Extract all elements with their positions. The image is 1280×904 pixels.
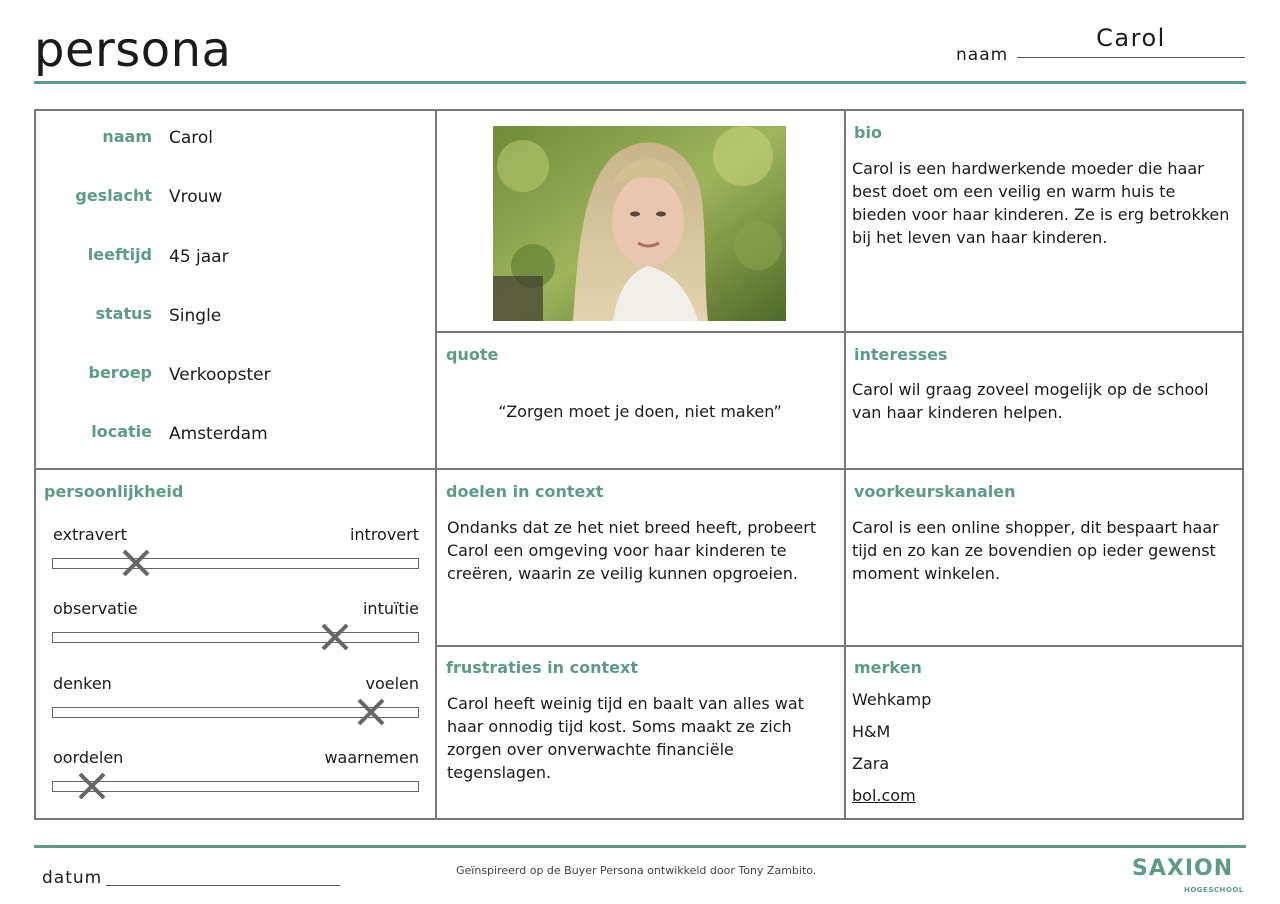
profile-label-locatie: locatie — [91, 422, 152, 441]
bio-label: bio — [854, 123, 882, 142]
brand-item: H&M — [852, 722, 891, 741]
profile-label-status: status — [95, 304, 152, 323]
persona-photo — [493, 126, 786, 321]
scale-right-label: intuïtie — [362, 599, 419, 618]
profile-value-beroep: Verkoopster — [169, 365, 271, 385]
frustrations-label: frustraties in context — [446, 658, 638, 677]
brands-label: merken — [854, 658, 922, 677]
grid-divider — [435, 331, 1244, 333]
date-line — [106, 885, 340, 886]
profile-value-geslacht: Vrouw — [169, 187, 223, 207]
profile-label-naam: naam — [102, 127, 152, 146]
profile-label-leeftijd: leeftijd — [87, 245, 152, 264]
credit-text: Geïnspireerd op de Buyer Persona ontwikkeld door Tony Zambito. — [456, 864, 817, 877]
scale-bar — [52, 781, 419, 792]
page-title: persona — [34, 22, 232, 78]
scale-right-label: voelen — [365, 674, 419, 693]
footer-divider — [34, 845, 1246, 848]
interests-label: interesses — [854, 345, 948, 364]
brand-item: Zara — [852, 754, 890, 773]
grid-divider — [844, 111, 846, 818]
brand-link-bolcom[interactable]: bol.com — [852, 786, 916, 805]
scale-left-label: extravert — [53, 525, 127, 544]
channels-text: Carol is een online shopper, dit bespaart haar tijd en zo kan ze bovendien op ieder gewenst moment winkelen. — [852, 518, 1219, 583]
scale-left-label: oordelen — [53, 748, 124, 767]
scale-right-label: introvert — [349, 525, 419, 544]
quote-text: “Zorgen moet je doen, niet maken” — [498, 402, 782, 421]
date-label: datum — [42, 868, 103, 888]
saxion-logo — [1132, 856, 1247, 898]
scale-left-label: observatie — [53, 599, 138, 618]
grid-divider — [36, 468, 1244, 470]
channels-label: voorkeurskanalen — [854, 482, 1016, 501]
profile-value-leeftijd: 45 jaar — [169, 247, 229, 267]
logo-text: SAXION — [1132, 856, 1234, 881]
profile-value-status: Single — [169, 306, 222, 326]
bio-text: Carol is een hardwerkende moeder die haar best doet om een veilig en warm huis te bieden voor haar kinderen. Ze is erg betrokken bij het leven van haar kinderen. — [852, 159, 1230, 247]
brand-item: Wehkamp — [852, 690, 932, 709]
header-divider — [34, 81, 1246, 84]
scale-right-label: waarnemen — [324, 748, 419, 767]
scale-marker-icon — [78, 772, 106, 800]
scale-bar — [52, 632, 419, 643]
header-name-label: naam — [956, 45, 1009, 65]
scale-marker-icon — [321, 623, 349, 651]
profile-label-beroep: beroep — [88, 363, 152, 382]
interests-text: Carol wil graag zoveel mogelijk op de school van haar kinderen helpen. — [852, 380, 1209, 422]
scale-bar — [52, 558, 419, 569]
scale-marker-icon — [357, 698, 385, 726]
grid-divider — [435, 111, 437, 818]
grid-divider — [435, 645, 1244, 647]
frustrations-text: Carol heeft weinig tijd en baalt van alles wat haar onnodig tijd kost. Soms maakt ze zich zorgen over onverwachte financiële tegenslagen. — [447, 694, 804, 782]
profile-value-naam: Carol — [169, 128, 214, 148]
scale-marker-icon — [122, 549, 150, 577]
header-name-line — [1017, 57, 1245, 58]
quote-label: quote — [446, 345, 499, 364]
personality-label: persoonlijkheid — [44, 482, 184, 501]
goals-label: doelen in context — [446, 482, 604, 501]
header-name-value: Carol — [1096, 24, 1166, 52]
profile-value-locatie: Amsterdam — [169, 424, 268, 444]
scale-left-label: denken — [53, 674, 112, 693]
goals-text: Ondanks dat ze het niet breed heeft, probeert Carol een omgeving voor haar kinderen te creëren, waarin ze veilig kunnen opgroeien. — [447, 518, 817, 583]
logo-subtext: HOGESCHOOL — [1184, 886, 1244, 894]
profile-label-geslacht: geslacht — [75, 186, 152, 205]
